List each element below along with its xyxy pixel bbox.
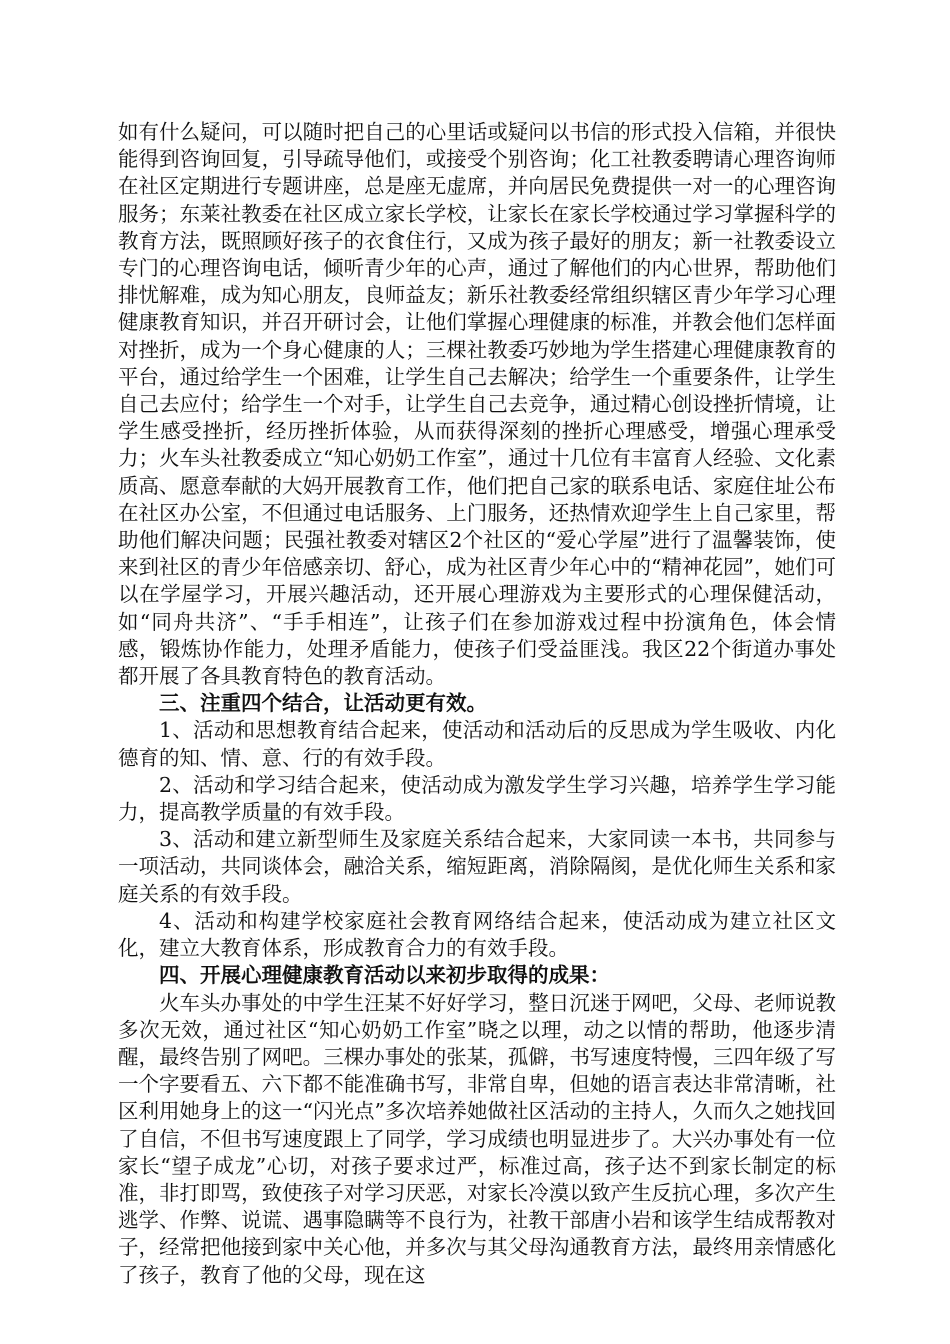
list-item-1: 1、活动和思想教育结合起来，使活动和活动后的反思成为学生吸收、内化德育的知、情、意、行的有效手段。 — [118, 718, 836, 770]
list-item-4: 4、活动和构建学校家庭社会教育网络结合起来，使活动成为建立社区文化，建立大教育体系，形成教育合力的有效手段。 — [118, 908, 836, 961]
section-heading-text: 注重四个结合，让活动更有效。 — [200, 691, 487, 716]
section-heading-text: 开展心理健康教育活动以来初步取得的成果： — [200, 963, 610, 988]
section-heading-three — [118, 690, 836, 717]
paragraph-results: 火车头办事处的中学生汪某不好好学习，整日沉迷于网吧，父母、老师说教多次无效，通过社区“知心奶奶工作室”晓之以理，动之以情的帮助，他逐步清醒，最终告别了网吧。三棵办事处的张某，孤僻，书写速度特慢，三四年级了写一个字要看五、六下都不能准确书写，非常自卑，但她的语言表达非常清晰，社区利用她身上的这一“闪光点”多次培养她做社区活动的主持人，久而久之她找回了自信，不但书写速度跟上了同学，学习成绩也明显进步了。大兴办事处有一位家长“望子成龙”心切，对孩子要求过严，标准过高，孩子达不到家长制定的标准，非打即骂，致使孩子对学习厌恶，对家长冷漠以致产生反抗心理，多次产生逃学、作弊、说谎、遇事隐瞒等不良行为，社教干部唐小岩和该学生结成帮教对子，经常把他接到家中关心他，并多次与其父母沟通教育方法，最终用亲情感化了孩子，教育了他的父母，现在这 — [118, 990, 836, 1287]
list-item-2: 2、活动和学习结合起来，使活动成为激发学生学习兴趣，培养学生学习能力，提高教学质量的有效手段。 — [118, 772, 836, 825]
list-item-3: 3、活动和建立新型师生及家庭关系结合起来，大家同读一本书，共同参与一项活动，共同谈体会，融洽关系，缩短距离，消除隔阂，是优化师生关系和家庭关系的有效手段。 — [118, 827, 836, 906]
section-heading-number: 四、 — [159, 963, 200, 988]
document-body — [118, 119, 836, 1289]
paragraph-community-programs: 如有什么疑问，可以随时把自己的心里话或疑问以书信的形式投入信箱，并很快能得到咨询回复，引导疏导他们，或接受个别咨询；化工社教委聘请心理咨询师在社区定期进行专题讲座，总是座无虚席，并向居民免费提供一对一的心理咨询服务；东莱社教委在社区成立家长学校，让家长在家长学校通过学习掌握科学的教育方法，既照顾好孩子的衣食住行，又成为孩子最好的朋友；新一社教委设立专门的心理咨询电话，倾听青少年的心声，通过了解他们的内心世界，帮助他们排忧解难，成为知心朋友，良师益友；新乐社教委经常组织辖区青少年学习心理健康教育知识，并召开研讨会，让他们掌握心理健康的标准，并教会他们怎样面对挫折，成为一个身心健康的人；三棵社教委巧妙地为学生搭建心理健康教育的平台，通过给学生一个困难，让学生自己去解决；给学生一个重要条件，让学生自己去应付；给学生一个对手，让学生自己去竞争，通过精心创设挫折情境，让学生感受挫折，经历挫折体验，从而获得深刻的挫折心理感受，增强心理承受力；火车头社教委成立“知心奶奶工作室”，通过十几位有丰富育人经验、文化素质高、愿意奉献的大妈开展教育工作，他们把自己家的联系电话、家庭住址公布在社区办公室，不但通过电话服务、上门服务，还热情欢迎学生上自己家里，帮助他们解决问题；民强社教委对辖区2个社区的“爱心学屋”进行了温馨装饰，使来到社区的青少年倍感亲切、舒心，成为社区青少年心中的“精神花园”，她们可以在学屋学习，开展兴趣活动，还开展心理游戏为主要形式的心理保健活动，如“同舟共济”、“手手相连”，让孩子们在参加游戏过程中扮演角色，体会情感，锻炼协作能力，处理矛盾能力，使孩子们受益匪浅。我区22个街道办事处都开展了各具教育特色的教育活动。 — [118, 120, 836, 689]
section-heading-number: 三、 — [159, 691, 200, 716]
section-heading-four — [118, 962, 836, 989]
